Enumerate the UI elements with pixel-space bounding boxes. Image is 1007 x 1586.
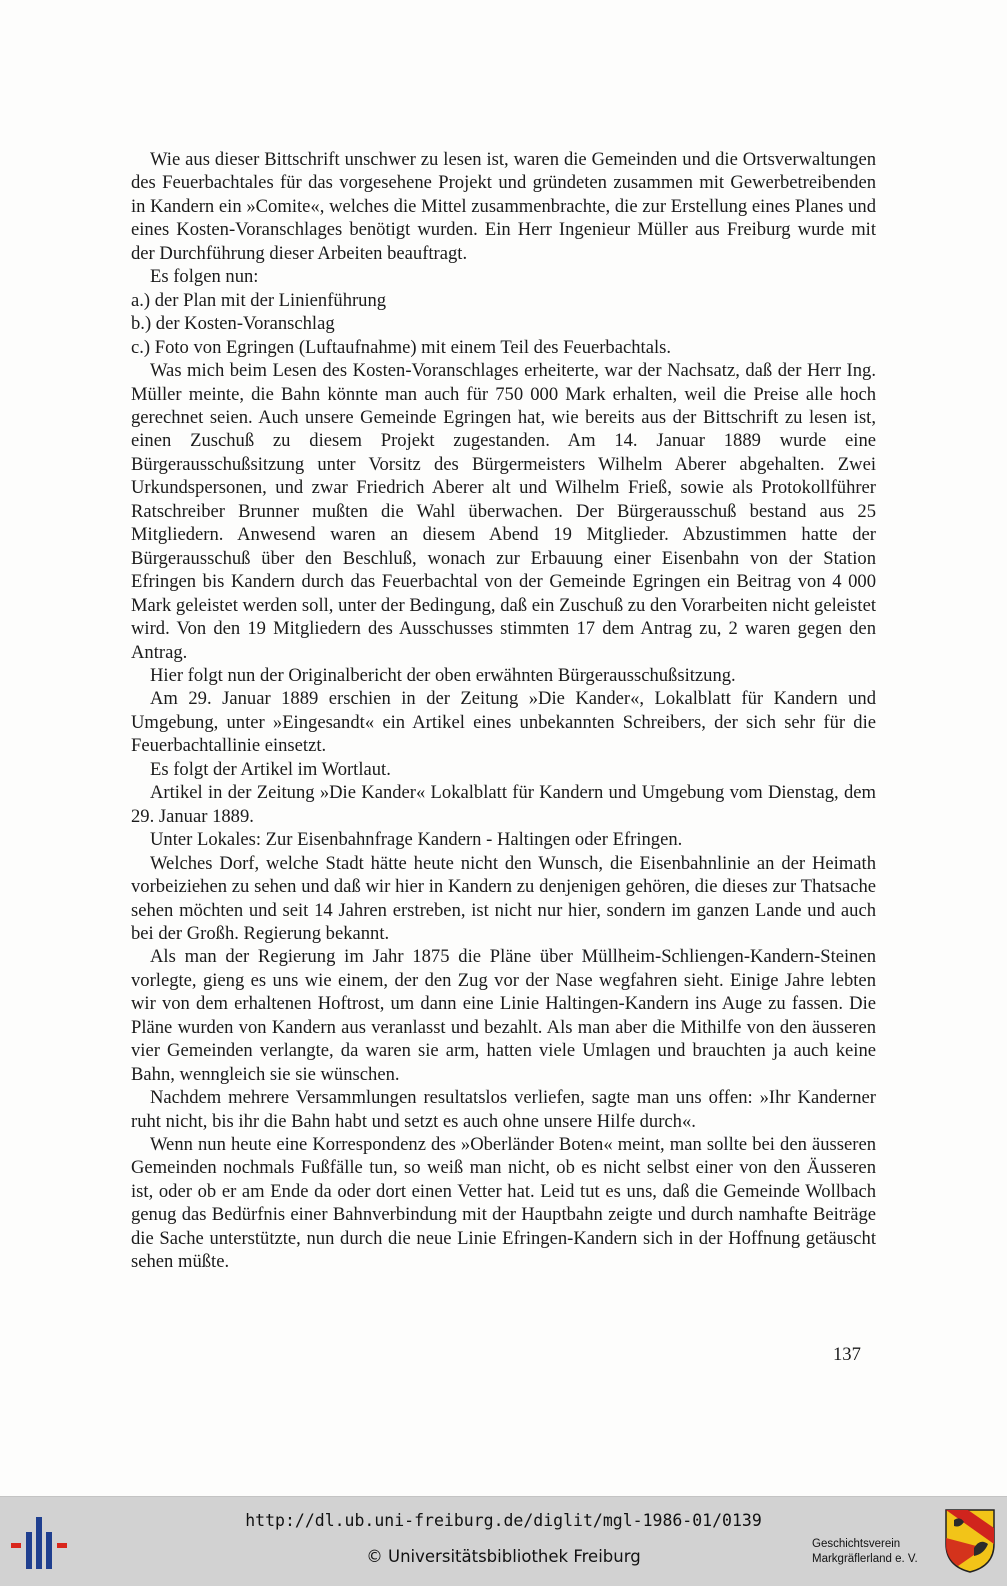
paragraph: Nachdem mehrere Versammlungen resultatslos verliefen, sagte man uns offen: »Ihr Kanderner ruht nicht, bis ihr die Bahn habt und setzt es auch ohne unsere Hilfe durch«. [131, 1087, 876, 1132]
society-name [812, 1537, 918, 1567]
copyright-notice: © Universitätsbibliothek Freiburg [366, 1547, 641, 1566]
page-number: 137 [833, 1344, 861, 1365]
list-item: a.) der Plan mit der Linienführung [131, 289, 387, 311]
paragraph: Am 29. Januar 1889 erschien in der Zeitung »Die Kander«, Lokalblatt für Kandern und Umgebung, unter »Eingesandt« ein Artikel eines unbekannten Schreibers, der sich sehr für die Feuerbachtallinie einsetzt. [131, 688, 876, 757]
society-name-line1: Geschichtsverein [812, 1538, 901, 1550]
footer-bar [0, 1496, 1007, 1586]
body-text [131, 148, 876, 1274]
markgraeflerland-crest-icon [944, 1508, 996, 1574]
paragraph: Welches Dorf, welche Stadt hätte heute nicht den Wunsch, die Eisenbahnlinie an der Heimath vorbeiziehen zu sehen und daß wir hier in Kandern zu denjenigen gehören, die dieses zur Thatsache sehen möchten und seit 14 Jahren erstreben, ist nicht nur hier, sondern im ganzen Lande und auch bei der Großh. Regierung bekannt. [131, 852, 876, 944]
society-name-line2: Markgräflerland e. V. [812, 1553, 918, 1565]
list-item: b.) der Kosten-Voranschlag [131, 313, 335, 335]
paragraph: Wenn nun heute eine Korrespondenz des »Oberländer Boten« meint, man sollte bei den äusseren Gemeinden nochmals Fußfälle tun, so weiß man nicht, ob es nicht selbst einer von den Äusseren ist, oder ob er am Ende da oder dort einen Vetter hat. Leid tut es uns, daß die Gemeinde Wollbach genug das Bedürfnis einer Bahnverbindung mit der Hauptbahn zeigte und durch namhafte Beiträge die Sache unterstützte, nun durch die neue Linie Efringen-Kandern sich in der Hoffnung getäuscht sehen müßte. [131, 1134, 876, 1273]
paragraph: Als man der Regierung im Jahr 1875 die Pläne über Müllheim-Schliengen-Kandern-Steinen vorlegte, gieng es uns wie einem, der den Zug vor der Nase wegfahren sieht. Einige Jahre lebten wir von dem erhaltenen Hoftrost, um dann eine Linie Haltingen-Kandern ins Auge zu fassen. Die Pläne wurden von Kandern aus veranlasst und bezahlt. Als man aber die Mithilfe von den äusseren vier Gemeinden verlangte, da waren sie arm, hatten viele Umlagen und brauchten ja auch keine Bahn, wenngleich sie sie wünschen. [131, 946, 876, 1085]
source-url[interactable]: http://dl.ub.uni-freiburg.de/diglit/mgl-1986-01/0139 [245, 1511, 762, 1530]
paragraph: Wie aus dieser Bittschrift unschwer zu lesen ist, waren die Gemeinden und die Ortsverwaltungen des Feuerbachtales für das vorgesehene Projekt und gründeten zusammen mit Gewerbetreibenden in Kandern ein »Comite«, welches die Mittel zusammenbrachte, die zur Erstellung eines Planes und eines Kosten-Voranschlages benötigt wurden. Ein Herr Ingenieur Müller aus Freiburg wurde mit der Durchführung dieser Arbeiten beauftragt. [131, 149, 876, 264]
paragraph: Artikel in der Zeitung »Die Kander« Lokalblatt für Kandern und Umgebung vom Dienstag, dem 29. Januar 1889. [131, 782, 876, 827]
paragraph: Hier folgt nun der Originalbericht der oben erwähnten Bürgerausschußsitzung. [150, 664, 736, 686]
paragraph: Unter Lokales: Zur Eisenbahnfrage Kandern - Haltingen oder Efringen. [150, 829, 683, 851]
paragraph: Es folgt der Artikel im Wortlaut. [150, 758, 391, 780]
list-item: c.) Foto von Egringen (Luftaufnahme) mit einem Teil des Feuerbachtals. [131, 336, 671, 358]
paragraph: Es folgen nun: [150, 266, 259, 288]
paragraph: Was mich beim Lesen des Kosten-Voranschlages erheiterte, war der Nachsatz, daß der Herr Ing. Müller meinte, die Bahn könnte man auch für 750 000 Mark erhalten, weil die Preise alle hoch gerechnet seien. Auch unsere Gemeinde Egringen hat, wie bereits aus der Bittschrift zu lesen ist, einen Zuschuß zu diesem Projekt zugestanden. Am 14. Januar 1889 wurde eine Bürgerausschußsitzung unter Vorsitz des Bürgermeisters Wilhelm Aberer abgehalten. Zwei Urkundspersonen, und zwar Friedrich Aberer alt und Wilhelm Frieß, sowie als Protokollführer Ratschreiber Brunner mußten die Wahl überwachen. Der Bürgerausschuß bestand aus 25 Mitgliedern. Anwesend waren an diesem Abend 19 Mitglieder. Abzustimmen hatte der Bürgerausschuß über den Beschluß, wonach zur Erbauung einer Eisenbahn von der Station Efringen bis Kandern durch das Feuerbachtal von der Gemeinde Egringen ein Beitrag von 4 000 Mark geleistet werden soll, unter der Bedingung, daß ein Zuschuß zu den Vorarbeiten nicht geleistet wird. Von den 19 Mitgliedern des Ausschusses stimmten 17 dem Antrag zu, 2 waren gegen den Antrag. [131, 360, 876, 663]
